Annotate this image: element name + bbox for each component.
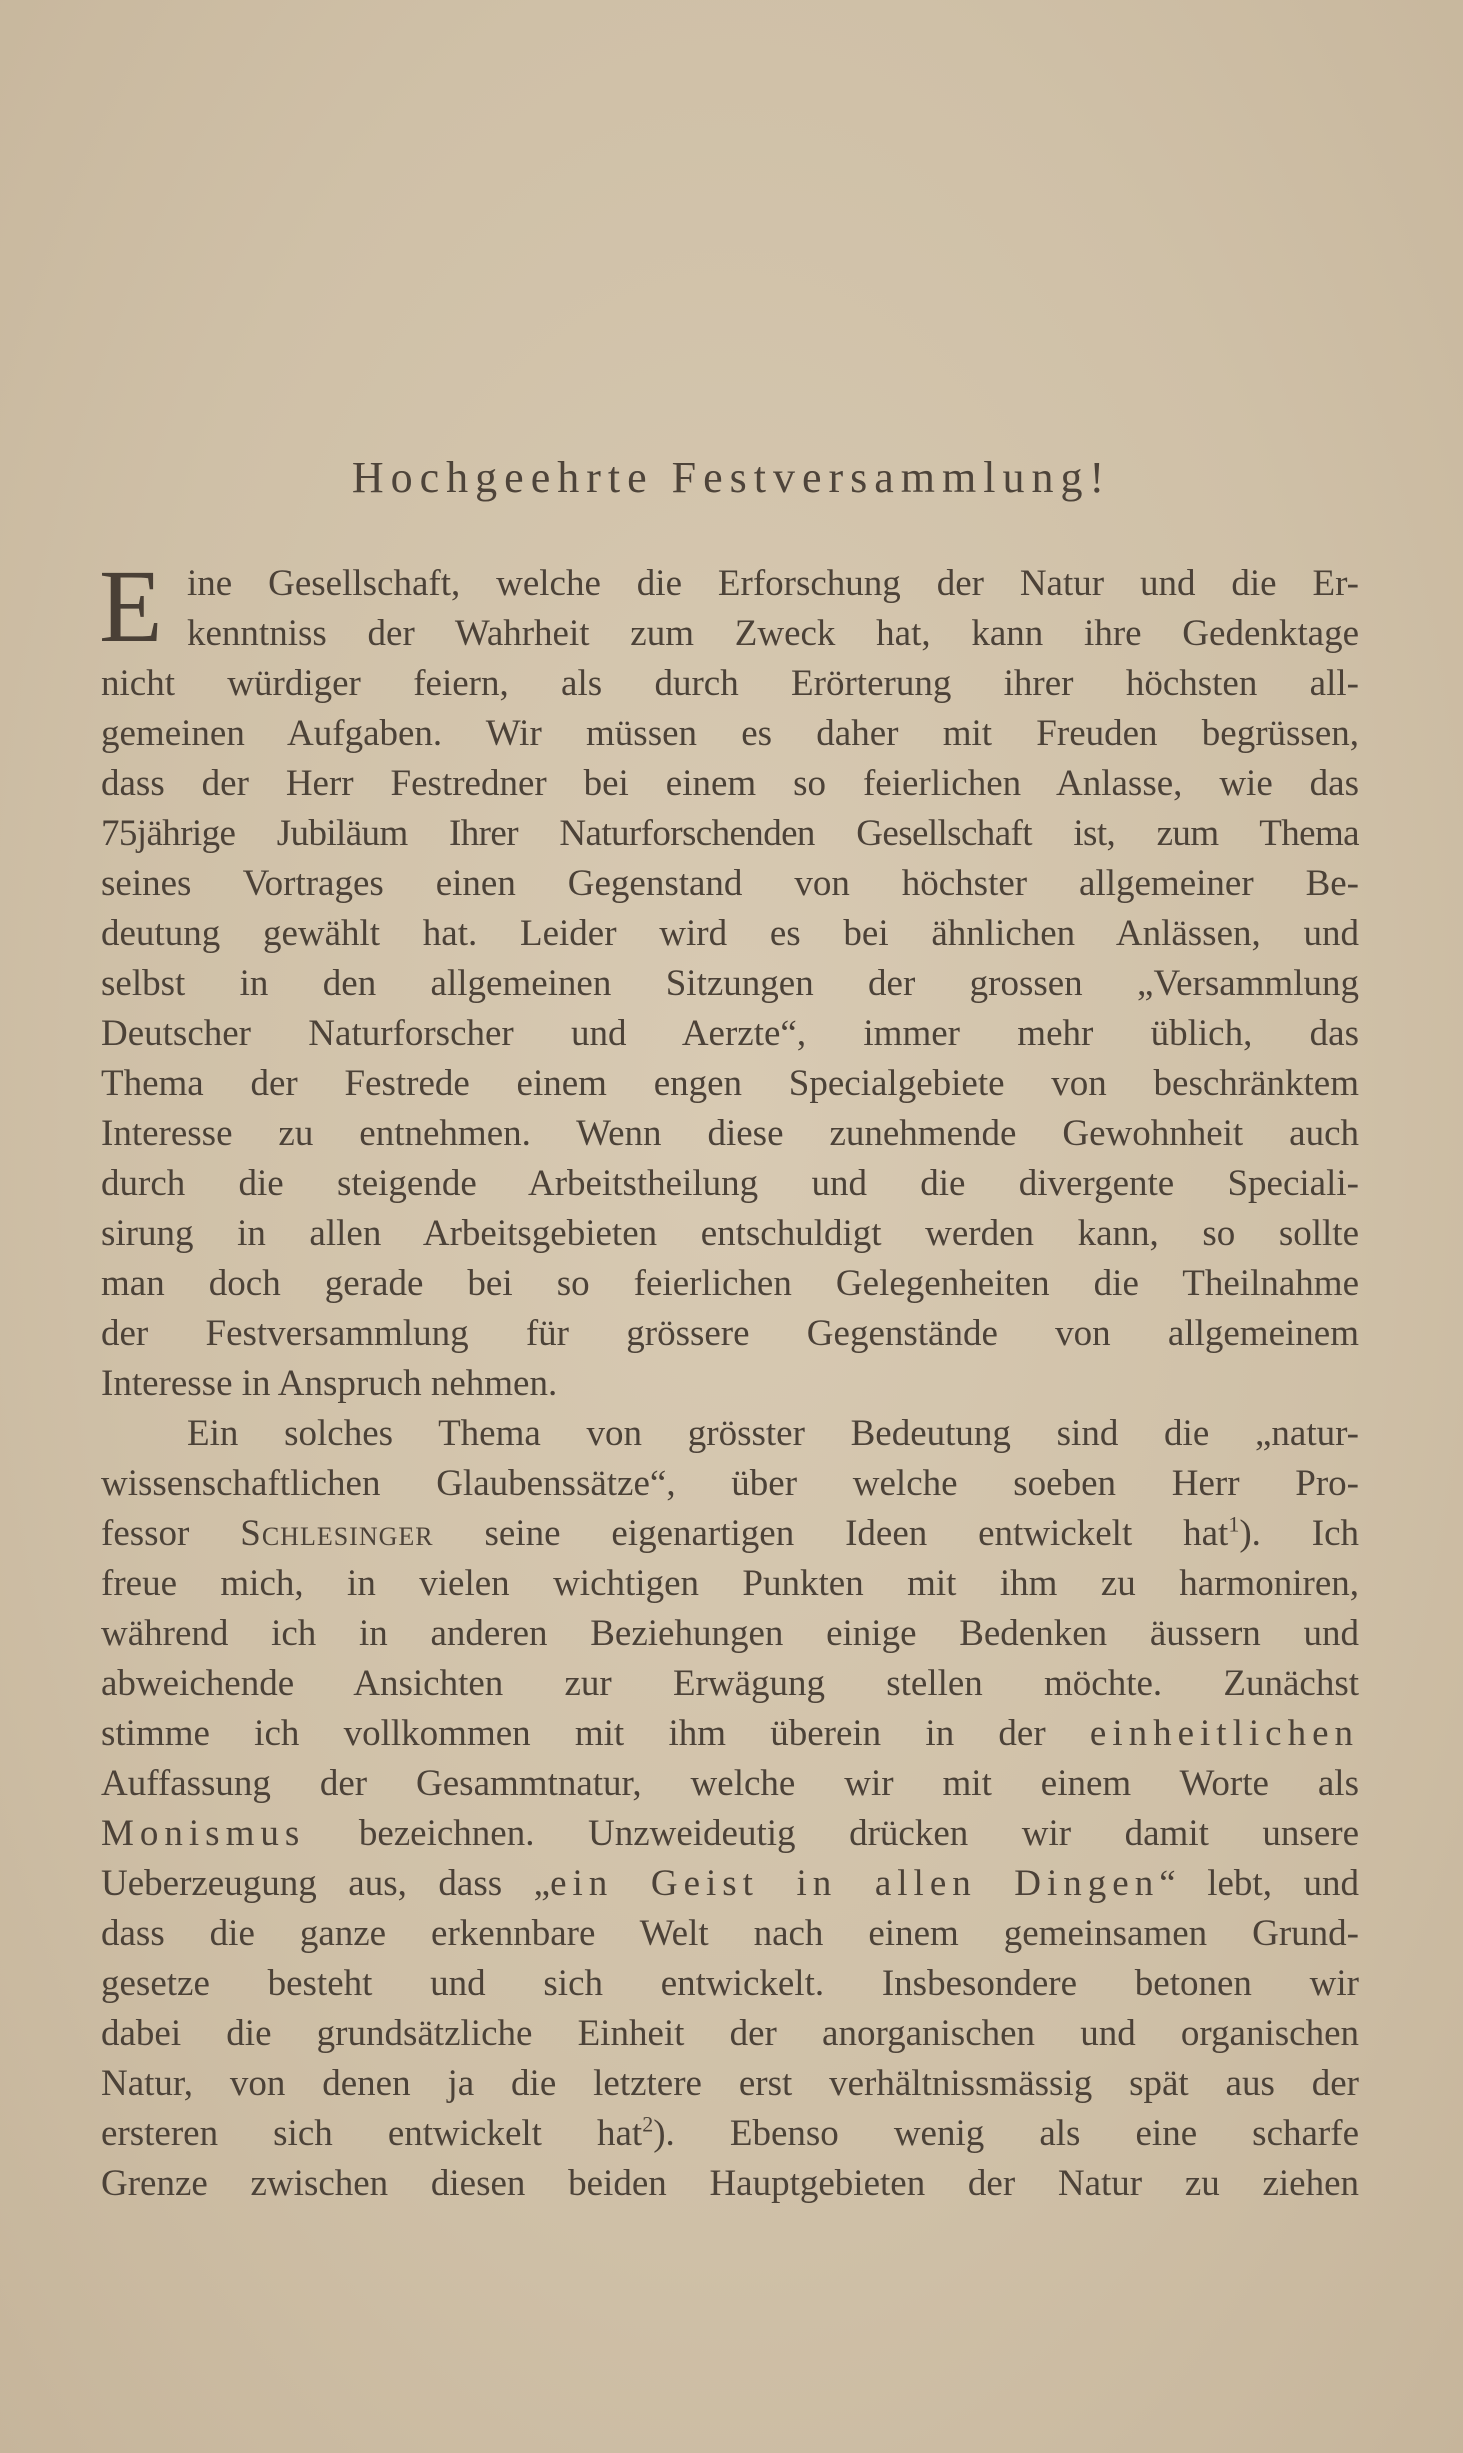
text-line: seines Vortrages einen Gegenstand von höchster allgemeiner Be- [101,863,1359,904]
text-line: deutung gewählt hat. Leider wird es bei ähnlichen Anlässen, und [101,913,1359,954]
text-line: Ein solches Thema von grösster Bedeutung sind die „natur- [187,1413,1359,1454]
text-line: nicht würdiger feiern, als durch Erörterung ihrer höchsten all- [101,663,1359,704]
text-line: Auffassung der Gesammtnatur, welche wir mit einem Worte als [101,1763,1359,1804]
text-fragment: ersteren sich entwickelt hat [101,2113,643,2154]
text-line: selbst in den allgemeinen Sitzungen der grossen „Versammlung [101,963,1359,1004]
text-line: während ich in anderen Beziehungen einige Bedenken äussern und [101,1613,1359,1654]
footnote-marker: 1 [1228,1511,1240,1537]
text-fragment: Ueberzeugung aus, dass „ [101,1863,551,1904]
text-line: dass der Herr Festredner bei einem so feierlichen Anlasse, wie das [101,763,1359,804]
text-fragment: bezeichnen. Unzweideutig drücken wir damit unsere [358,1813,1359,1854]
spaced-emphasis: ein Geist in allen Dingen [550,1863,1160,1904]
text-line [101,1510,1359,1558]
text-line: Natur, von denen ja die letztere erst verhältnissmässig spät aus der [101,2063,1359,2104]
page-heading: Hochgeehrte Festversammlung! [351,453,1112,502]
text-line: man doch gerade bei so feierlichen Gelegenheiten die Theilnahme [101,1263,1359,1304]
spaced-emphasis: einheitlichen [1089,1713,1359,1754]
spaced-emphasis: Monismus [101,1813,306,1854]
drop-cap: E [99,549,163,664]
author-name-smallcaps: Schlesinger [240,1513,434,1554]
text-fragment: stimme ich vollkommen mit ihm überein in der [101,1713,1046,1754]
text-line: dabei die grundsätzliche Einheit der anorganischen und organischen [101,2013,1359,2054]
text-line: 75jährige Jubiläum Ihrer Naturforschenden Gesellschaft ist, zum Thema [101,813,1359,854]
text-line: dass die ganze erkennbare Welt nach einem gemeinsamen Grund- [101,1913,1359,1954]
text-fragment: seine eigenartigen Ideen entwickelt hat [484,1513,1229,1554]
text-line: Grenze zwischen diesen beiden Hauptgebieten der Natur zu ziehen [101,2163,1359,2204]
text-line: Deutscher Naturforscher und Aerzte“, immer mehr üblich, das [101,1013,1359,1054]
text-fragment: ). Ich [1239,1513,1359,1554]
text-line: gemeinen Aufgaben. Wir müssen es daher mit Freuden begrüssen, [101,713,1359,754]
text-line: ine Gesellschaft, welche die Erforschung der Natur und die Er- [187,563,1359,604]
text-line: kenntniss der Wahrheit zum Zweck hat, kann ihre Gedenktage [187,613,1359,654]
text-line: Interesse in Anspruch nehmen. [101,1363,558,1404]
text-line [101,1860,1359,1908]
text-fragment: ). Ebenso wenig als eine scharfe [653,2113,1359,2154]
text-line: abweichende Ansichten zur Erwägung stellen möchte. Zunächst [101,1663,1359,1704]
footnote-marker: 2 [642,2111,654,2137]
text-line [101,1810,1359,1858]
text-line: sirung in allen Arbeitsgebieten entschuldigt werden kann, so sollte [101,1213,1359,1254]
text-line: Interesse zu entnehmen. Wenn diese zunehmende Gewohnheit auch [101,1113,1359,1154]
text-line [101,2110,1359,2158]
text-line [101,1710,1359,1758]
text-line: der Festversammlung für grössere Gegenstände von allgemeinem [101,1313,1359,1354]
text-line: Thema der Festrede einem engen Specialgebiete von beschränktem [101,1063,1359,1104]
text-line: gesetze besteht und sich entwickelt. Insbesondere betonen wir [101,1963,1359,2004]
text-line: freue mich, in vielen wichtigen Punkten mit ihm zu harmoniren, [101,1563,1359,1604]
text-fragment: fessor [101,1513,190,1554]
text-line: wissenschaftlichen Glaubenssätze“, über welche soeben Herr Pro- [101,1463,1359,1504]
text-fragment: “ lebt, und [1159,1863,1359,1904]
text-line: durch die steigende Arbeitstheilung und die divergente Speciali- [101,1163,1359,1204]
